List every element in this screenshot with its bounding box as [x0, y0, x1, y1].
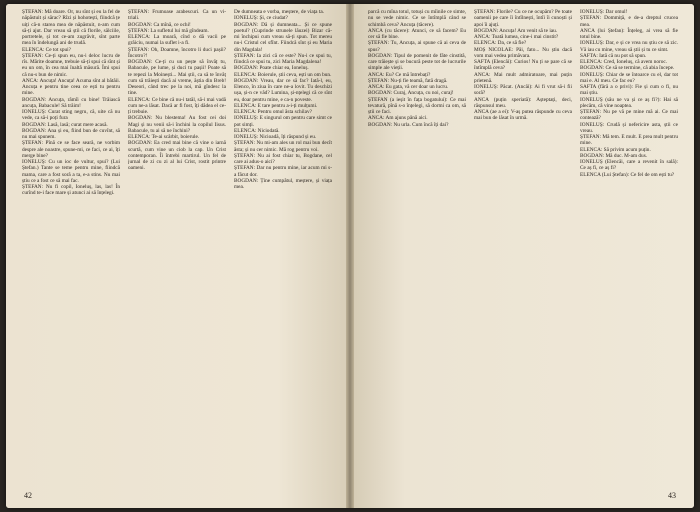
- paragraph: BOGDAN: Ce-ți cu un pește să învăț tu, Babacule, pe lume, și duci tu pașii! Poate să te repezi la Moinești... Mai știi, ca să te învăț cum să trăiești dacă ai vreme, ăștia din Breb! Deseori, când trec pe la noi, mă gîndesc la tine.: [128, 59, 226, 97]
- paragraph: IONELUȘ: Nicioadă, îți răspund și eu.: [234, 134, 317, 140]
- paragraph: ANCA: Mai mult admiratoare, mai puțin prietenă.: [474, 71, 572, 84]
- paragraph: BOGDAN: Vreau, dar ce să fac? Iată-l, eu, Elenco, în ziua în care ne-a lovit. Tu deschizi ușa, și-n ce văd? Lumina, și-nțelegi că ce sînt eu, doar pentru mine, e ca-n poveste.: [234, 77, 332, 103]
- paragraph: ELENCA (Lui Ștefan): Ce fel de om ești tu?: [580, 171, 675, 178]
- paragraph: IONELUȘ: Și, ce ciudat?: [234, 15, 288, 22]
- paragraph: ELENCA: Ce bine că nu-i tatăl, să-i mai vadă cum ne-a lăsat. Dacă ar fi fost, îți dădea el ce-ți trebuie.: [128, 96, 226, 115]
- book-gutter: [346, 4, 354, 508]
- paragraph: ȘTEFAN: La sufletul lui mă gîndeam.: [128, 27, 209, 34]
- paragraph: BOGDAN: Ține cumpătul, meștere, și viața mea.: [234, 177, 332, 190]
- paragraph: ȘTEFAN: Mă tem. E mult. E prea mult pentru mine.: [580, 134, 678, 147]
- right-page: [354, 4, 694, 508]
- paragraph: ȘTEFAN: Frumoase arabescuri. Ca un vi-triali.: [128, 9, 226, 22]
- paragraph: parcă cu mîna totul, totuși cu mîinile ce simte, nu se vede nimic. Ce se întîmplă când se schimbă ceva? Ancuța (tăcere).: [368, 9, 466, 28]
- paragraph: De dumneata e vorba, meștere, de viața ta.: [234, 9, 325, 15]
- paragraph: ȘTEFAN: Oh, Doamne, încotro li duci pașii? Încotro?!: [128, 46, 226, 59]
- paragraph: ANCA: Am ajuns până aici.: [368, 115, 428, 122]
- paragraph: BOGDAN: Ancuța, rămîi cu bine! Trăiască ancuța, Babacule! Să trăim!: [22, 96, 120, 109]
- text-column: [580, 9, 678, 495]
- paragraph: ANCA: Ancuța! Ancuța! Acuma sînt al bătăii. Ancuța e pentru tine ceea ce ești tu pentru mine.: [22, 77, 120, 97]
- paragraph: ȘTEFAN: Nu mi-am ales un rol mai bun decît ăsta; și nu cer nimic. Mă rog pentru voi.: [234, 140, 332, 153]
- paragraph: IONELUȘ: Chiar de se întoarce cu el, dar tot mai e. Al meu. Ce fac eu?: [580, 71, 678, 84]
- paragraph: ȘTEFAN: Tu, Ancuța, ai spune că ai ceva de spus?: [368, 40, 466, 53]
- paragraph: IONELUȘ: Crudă și nefericire asta, știi ce vreau.: [580, 121, 678, 134]
- paragraph: ELENCA: Cred, Ioneluș, că avem noroc.: [580, 59, 668, 65]
- left-page: [6, 4, 346, 508]
- paragraph: ȘTEFAN: Nu ai fost chiar tu, Bogdane, cel care ai adus-o aici?: [234, 152, 332, 165]
- paragraph: BOGDAN: Curaj, Ancuța, cu noi, curaj!: [368, 90, 454, 97]
- page-number: 43: [668, 491, 676, 500]
- paragraph: ANCA (cu tăcere): Atunci, ce să facem? Eu cer să fie bine.: [368, 27, 466, 40]
- paragraph: ȘTEFAN: Florile? Cu ce ne ocupăm? Pe toate oamenii pe care îi întîlnești, întîi îi cunoști și apoi îi ajuți.: [474, 9, 572, 28]
- paragraph: IONELUȘ: Dar, e și ce vrea nu știu ce să zic. Vă iau cu mine, vreau să știi și tu ce simt.: [580, 40, 678, 53]
- paragraph: ȘTEFAN: Dommiță, e de-a dreptul crucea mea.: [580, 15, 678, 28]
- paragraph: IONELUȘ: Dar omul!: [580, 9, 628, 15]
- paragraph: ȘTEFAN (a ieșit în fața bogatului): Ce mai tevatură, pînă s-o înțelegi, să dormi ca om, să știi ce faci.: [368, 96, 466, 115]
- paragraph: IONELUȘ: Curat sting negru, că, uite că nu vede, ca să-i poți fura: [22, 109, 120, 122]
- paragraph: ANCA (lui Ștefan): Înțeleg, ai vrea să fie totul bine.: [580, 27, 678, 40]
- page-number: 42: [24, 491, 32, 500]
- paragraph: BOGDAN: Lasă, lasă; curat mere acasă.: [22, 121, 108, 128]
- paragraph: ELENCA: Te-ai scârbit, boierule.: [128, 134, 200, 140]
- paragraph: BOGDAN: Dă și dumneata... Și ce spune poetul? (Cuprinde strunele lăuzei) Bizar că-mi închipui cum vreau să-ți spun. Tot mereu nu-i Cristul cel sfînt. Fiindcă sînt și eu Maria din Magdala!: [234, 21, 332, 53]
- paragraph: BOGDAN: Tipul de pomenit de făte cinstită, care trăiește și se bucură peste tot de lucrurile simple ale vieții.: [368, 52, 466, 72]
- paragraph: ȘTEFAN: Pînă ce se face seară, ne vorbim despre ale noastre, spune-mi, ce faci, ce ai, îți merge bine?: [22, 140, 120, 159]
- paragraph: ANCA (puțin speriată): Așteptați, deci, răspunsul meu.: [474, 96, 572, 109]
- paragraph: SAFTA: Iată că nu pot să spun.: [580, 52, 647, 59]
- paragraph: BOGDAN: Ea cred mai bine că vine o iarnă scurtă, cum vine un ciob la cap. Un Crist contemporan. Îi întrebi martirul. Un fel de jurnal de zi cu zi al lui Crist, rostit printre oameni.: [128, 140, 226, 172]
- paragraph: ELENCA: Da, ce să fie?: [474, 40, 527, 47]
- paragraph: BOGDAN: Ce să se termine, că abia începe.: [580, 65, 675, 72]
- book-spread: [6, 4, 694, 508]
- text-column: [22, 9, 120, 495]
- text-column: [234, 9, 332, 495]
- paragraph: ANCA (ae a ei): V-aș putea răspunde cu ceva mai bun de lăsat în urmă.: [474, 109, 572, 122]
- paragraph: ȘTEFAN: Mă doare. Or, nu sînt și eu la fel de năpăstuit și sărac? Rîzi și hohotești, fiindcă țe uiți că-n starea mea de năpăstuit, n-am cum să-ți ajut. Dar vreau să știi că florile, sălciile, portretele, și tot ce-am zugrăvit, sînt parte mea în îndelungă ani de trudă.: [22, 9, 120, 47]
- left-page-columns: [22, 9, 332, 495]
- paragraph: IONELUȘ: Păcat. (Ancăi): Ai fi vrut să-i fii soră?: [474, 84, 572, 97]
- paragraph: ELENCA: E tare pentru a-i-ți mulțumi.: [234, 102, 318, 109]
- text-column: [128, 9, 226, 495]
- text-column: [474, 9, 572, 495]
- paragraph: ANCA: Toată lumea, cine-i mai cinstit?: [474, 34, 559, 40]
- paragraph: SAFTA (fără a o privi): Fie și cum o fi, nu mai știu.: [580, 84, 678, 97]
- paragraph: BOGDAN: Ancuța! Am venit să te iau.: [474, 27, 558, 34]
- paragraph: BOGDAN: Ca mînă, ce ochi!: [128, 21, 191, 28]
- paragraph: ELENCA: Niciodată.: [234, 127, 280, 134]
- paragraph: BOGDAN: Nu urla. Cum încă îți dai?: [368, 121, 449, 128]
- paragraph: BOGDAN: Poate chiar ea, Ioneluș.: [234, 65, 309, 72]
- paragraph: IONELUȘ: Cu un ioc de vultur, spui? (Lui Ștefan.) Tante se teme pentru mine, fiindcă mama, care a fost soră a ta, e-a stins. Nu mai știu ce a fost ce să mai fac.: [22, 159, 120, 184]
- paragraph: IONELUȘ (său ne va și ce aș fi?): Hai să plecăm, că vine noaptea.: [580, 96, 678, 109]
- paragraph: ELENCA: Ce tot spui?: [22, 46, 71, 53]
- paragraph: ȘTEFAN: Nu-ți fie teamă, fată dragă.: [368, 77, 448, 84]
- paragraph: BOGDAN: Ana și eu, fiind bun de cuvînt, să nu mai spunem.: [22, 127, 120, 140]
- paragraph: SAFTA (Elencăi): Curios! Nu ți se pare că se întîmplă ceva?: [474, 59, 572, 72]
- paragraph: MOȘ NICOLAE: Păi, fato... Nu știu dacă vom mai vedea primăvara.: [474, 46, 572, 59]
- paragraph: ELENCA: Pentru omul ăsta schilav?: [234, 109, 312, 115]
- paragraph: ȘTEFAN: Ce-ți spun eu, nu-i deloc lucru de rîs. Mărite doamne, trebuie să-ți spui că sînt și eu un om, în cea mai înaltă măsură. Îmi spui că nu-s bun de nimic.: [22, 52, 120, 78]
- paragraph: ELENCA: Boierule, știi ceva, ești un om bun.: [234, 71, 332, 78]
- paragraph: ȘTEFAN: Dar nu pentru mine, iar acum mi s-a făcut dor.: [234, 165, 332, 178]
- text-column: [368, 9, 466, 495]
- paragraph: IONELUȘ: E singurul om pentru care simt ce pot simți.: [234, 115, 332, 128]
- paragraph: ELENCA: Să privim acum puțin.: [580, 146, 651, 153]
- paragraph: ELENCA: La moară, cînd o dă vacii pe grăiciu, numai la suflet i-a fi.: [128, 34, 226, 47]
- paragraph: BOGDAN: Mă duc. M-am dus.: [580, 152, 648, 159]
- paragraph: IONELUȘ (Elencăi, care a revenit în sală): Ce aș fi, ce aș fi?: [580, 159, 678, 172]
- paragraph: ȘTEFAN: Nu pe vă pe mine mă ai. Ce mai contează?: [580, 109, 678, 122]
- paragraph: BOGDAN: Nu blestema! Au fost cei doi Magi și nu venii să-i închini la copilul Iisus. Babacule, tu ai să ne închini?: [128, 115, 226, 134]
- paragraph: ȘTEFAN: Nu fi copil, Ioneluș, las, las! În curînd te-i face mare și atunci ai să înțelegi.: [22, 184, 120, 197]
- paragraph: ANCA: Eu? Ce mă întrebați?: [368, 71, 431, 78]
- paragraph: ȘTEFAN: Ia zici că ce este? Nu-i ce spui tu, fiindcă ce spui tu, zici Maria Magdalena!: [234, 52, 332, 65]
- paragraph: ANCA: Eu gata, vă cer doar un lucru.: [368, 84, 449, 90]
- right-page-columns: [368, 9, 678, 495]
